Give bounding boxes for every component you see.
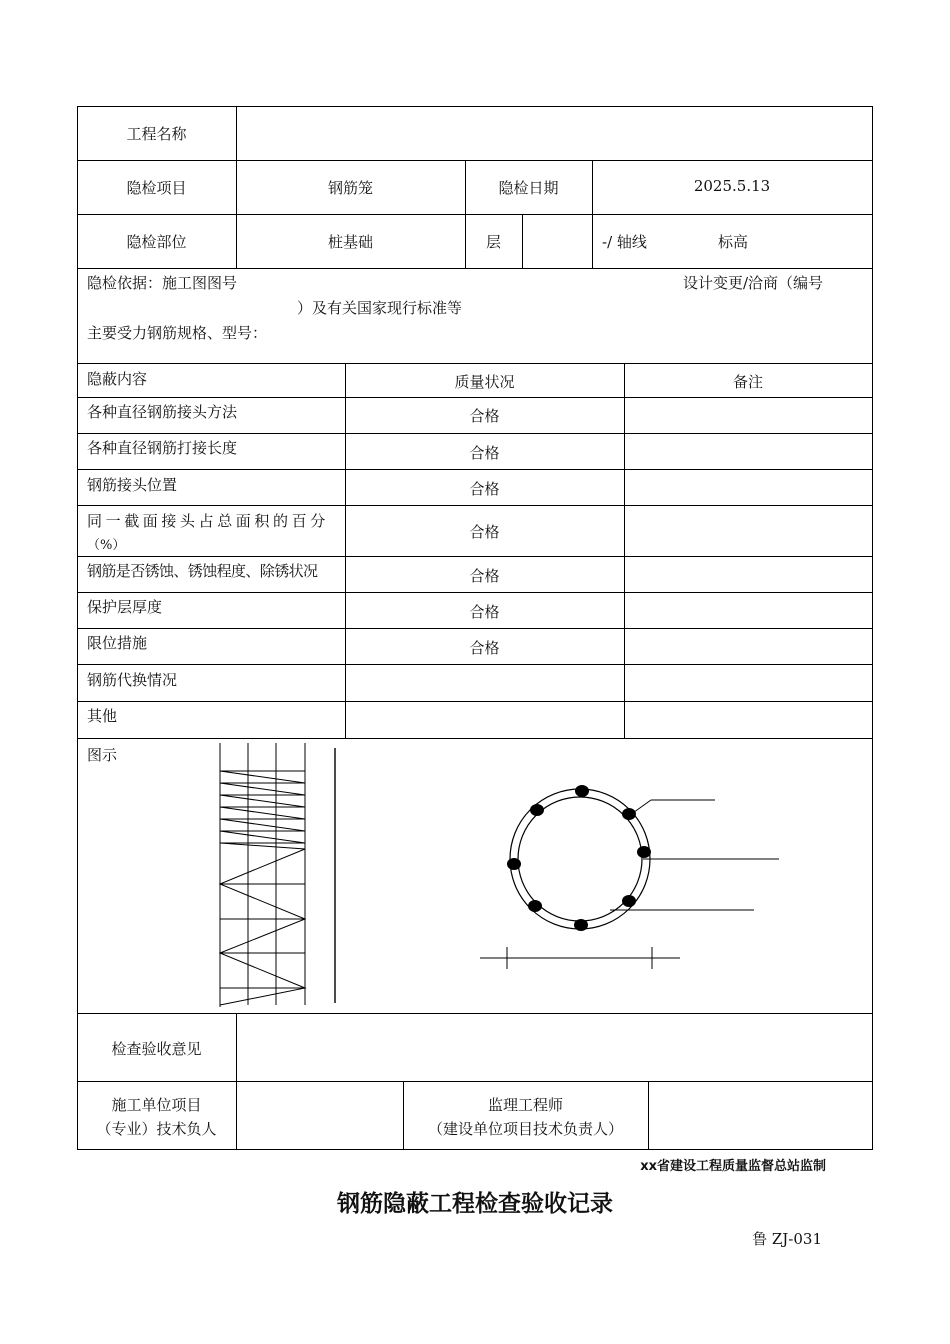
supervision-issuer: xx省建设工程质量监督总站监制 xyxy=(640,1159,826,1174)
form-code: 鲁 ZJ-031 xyxy=(752,1230,822,1248)
inspect-part-label: 隐检部位 xyxy=(126,233,187,251)
table-row-content: 同一截面接头占总面积的百分 xyxy=(87,512,329,530)
table-row-content: 其他 xyxy=(87,707,118,725)
table-row-status: 合格 xyxy=(469,480,500,498)
table-row-content: 钢筋是否锈蚀、锈蚀程度、除锈状况 xyxy=(87,562,318,580)
table-row-content: 各种直径钢筋接头方法 xyxy=(87,403,238,421)
elevation-label: 标高 xyxy=(718,233,749,251)
header-note: 备注 xyxy=(732,373,763,391)
contractor-label-line2: （专业）技术负人 xyxy=(96,1120,217,1138)
inspect-date-value: 2025.5.13 xyxy=(693,177,771,195)
basis-standards: ）及有关国家现行标准等 xyxy=(297,299,463,317)
floor-label: 层 xyxy=(486,233,502,251)
inspect-part-value: 桩基础 xyxy=(327,233,373,251)
table-row-content: 钢筋代换情况 xyxy=(87,671,178,689)
table-row-content: 限位措施 xyxy=(87,634,148,652)
header-content: 隐蔽内容 xyxy=(87,370,148,388)
axis-label: -/ 轴线 xyxy=(602,233,647,251)
table-row-content: 钢筋接头位置 xyxy=(87,476,178,494)
header-quality: 质量状况 xyxy=(454,373,515,391)
table-row-content-cont: （%） xyxy=(87,538,126,553)
supervisor-label-line2: （建设单位项目技术负责人） xyxy=(427,1120,623,1138)
table-row-content: 各种直径钢筋打接长度 xyxy=(87,439,238,457)
supervisor-label-line1: 监理工程师 xyxy=(487,1096,563,1114)
main-rebar-spec: 主要受力钢筋规格、型号： xyxy=(87,324,268,342)
table-row-status: 合格 xyxy=(469,639,500,657)
project-name-label: 工程名称 xyxy=(126,125,187,143)
page-title: 钢筋隐蔽工程检查验收记录 xyxy=(337,1191,613,1217)
table-row-status: 合格 xyxy=(469,603,500,621)
table-row-status: 合格 xyxy=(469,444,500,462)
table-row-content: 保护层厚度 xyxy=(87,598,163,616)
cage-elevation xyxy=(220,743,335,1007)
opinion-label: 检查验收意见 xyxy=(111,1040,202,1058)
inspect-date-label: 隐检日期 xyxy=(498,179,559,197)
inspect-item-value: 钢筋笼 xyxy=(327,179,373,197)
basis-design-change: 设计变更/洽商（编号 xyxy=(683,274,824,292)
table-row-status: 合格 xyxy=(469,523,500,541)
inspect-item-label: 隐检项目 xyxy=(126,179,187,197)
table-row-status: 合格 xyxy=(469,567,500,585)
basis-drawing-number: 隐检依据：施工图图号 xyxy=(87,274,238,292)
diagram-label: 图示 xyxy=(87,746,118,764)
contractor-label-line1: 施工单位项目 xyxy=(111,1096,202,1114)
table-row-status: 合格 xyxy=(469,407,500,425)
